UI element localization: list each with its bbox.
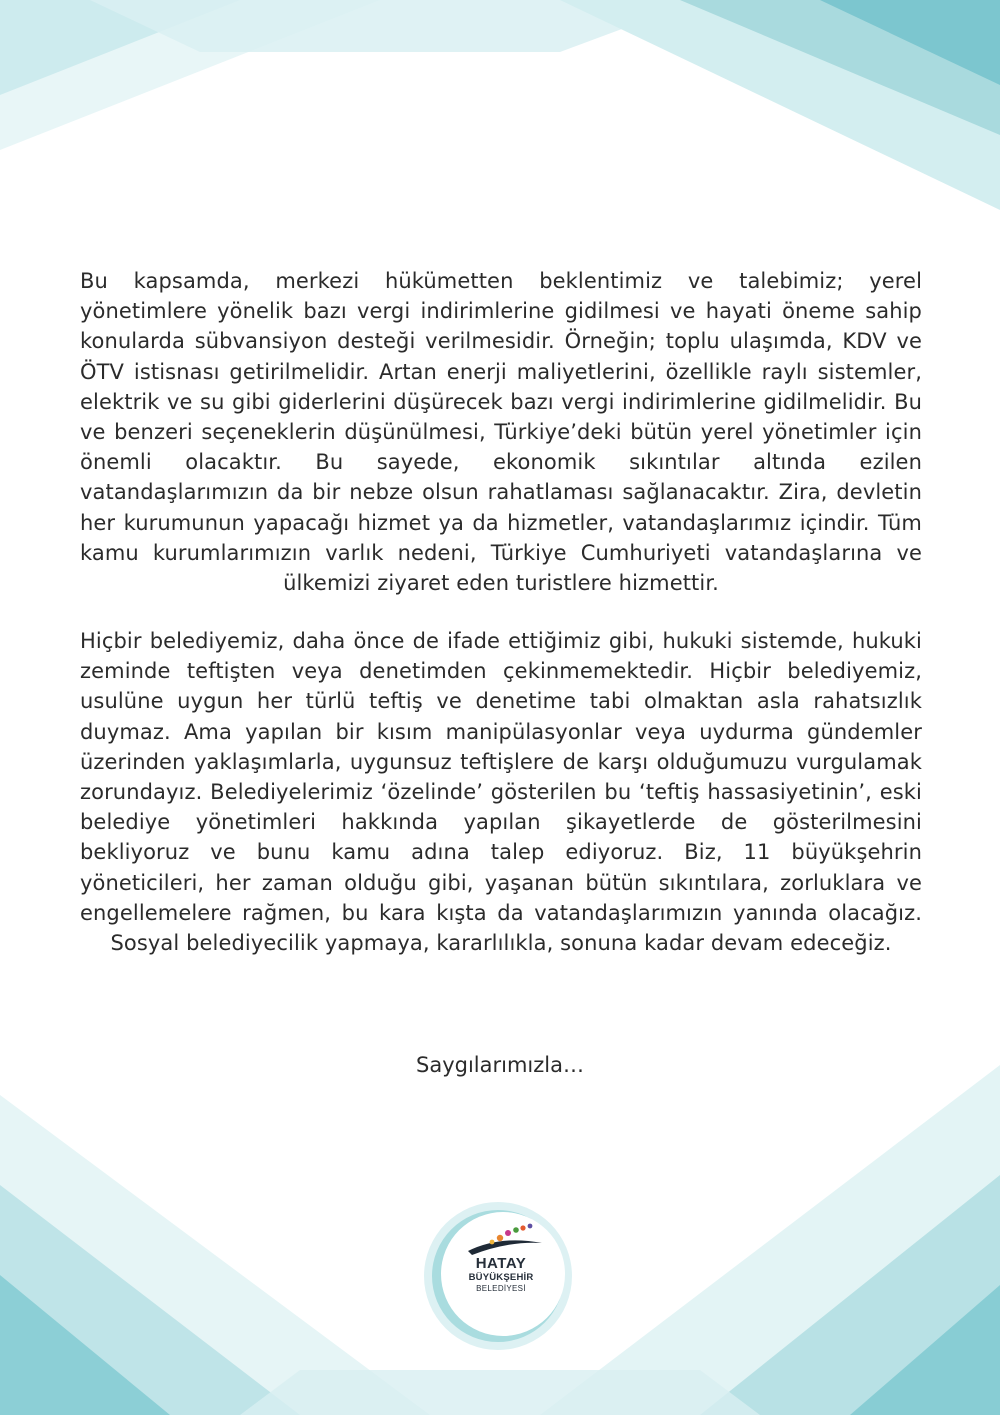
- logo-text-belediyesi: BELEDİYESİ: [476, 1284, 526, 1293]
- body-paragraph-1: Bu kapsamda, merkezi hükümetten beklentimiz ve talebimiz; yerel yönetimlere yönelik bazı vergi indirimlerine gidilmesi ve hayati öneme sahip konularda sübvansiyon desteği verilmesidir. Örneğin; toplu ulaşımda, KDV ve ÖTV istisnası getirilmelidir. Artan enerji maliyetlerini, özellikle raylı sistemler, elektrik ve su gibi giderlerini düşürecek bazı vergi indirimlerine gidilmelidir. Bu ve benzeri seçeneklerin düşünülmesi, Türkiye’deki bütün yerel yönetimler için önemli olacaktır. Bu sayede, ekonomik sıkıntılar altında ezilen vatandaşlarımızın da bir nebze olsun rahatlaması sağlanacaktır. Zira, devletin her kurumunun yapacağı hizmet ya da hizmetler, vatandaşlarımız içindir. Tüm kamu kurumlarımızın varlık nedeni, Türkiye Cumhuriyeti vatandaşlarına ve ülkemizi ziyaret eden turistlere hizmettir.: [80, 269, 922, 596]
- bottom-band-shape: [240, 1370, 760, 1415]
- body-paragraph-2: Hiçbir belediyemiz, daha önce de ifade ettiğimiz gibi, hukuki sistemde, hukuki zeminde teftişten veya denetimden çekinmemektedir. Hiçbir belediyemiz, usulüne uygun her türlü teftiş ve denetime tabi olmaktan asla rahatsızlık duymaz. Ama yapılan bir kısım manipülasyonlar veya uydurma gündemler üzerinden yaklaşımlarla, uygunsuz teftişlere de karşı olduğumuzu vurgulamak zorundayız. Belediyelerimiz ‘özelinde’ gösterilen bu ‘teftiş hassasiyetinin’, eski belediye yönetimleri hakkında yapılan şikayetlerde de gösterilmesini bekliyoruz ve bunu kamu adına talep ediyoruz. Biz, 11 büyükşehrin yöneticileri, her zaman olduğu gibi, yaşanan bütün sıkıntılara, zorluklara ve engellemelere rağmen, bu kara kışta da vatandaşlarımızın yanında olacağız. Sosyal belediyecilik yapmaya, kararlılıkla, sonuna kadar devam edeceğiz.: [80, 629, 922, 956]
- logo-text-hatay: HATAY: [475, 1255, 527, 1272]
- logo-text-buyuksehir: BÜYÜKŞEHİR: [468, 1272, 534, 1283]
- closing-salutation: Saygılarımızla…: [416, 1053, 584, 1077]
- hatay-municipality-logo: [420, 1195, 582, 1357]
